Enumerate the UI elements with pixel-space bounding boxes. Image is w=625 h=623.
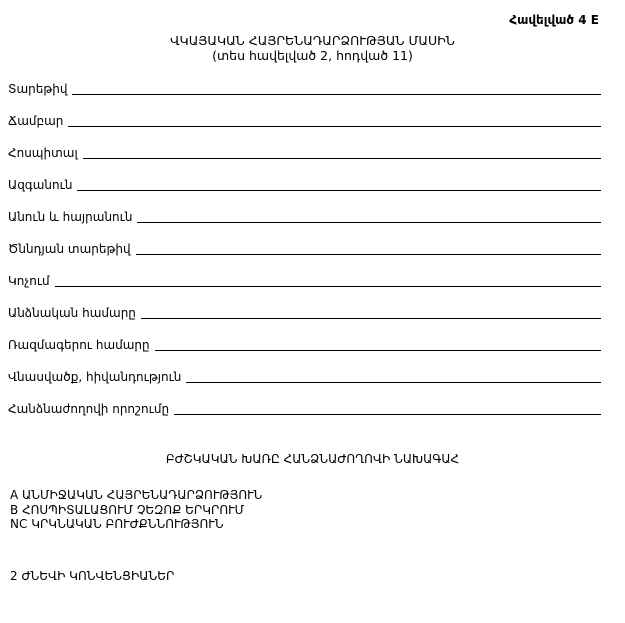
field-label-commission-decision: Հանձնաժողովի որոշումը — [8, 402, 170, 416]
decision-code-nc: NC — [10, 517, 28, 531]
field-row-rank — [8, 257, 601, 289]
field-blank-line-hospital — [83, 157, 601, 159]
field-label-rank: Կոչում — [8, 274, 50, 288]
field-label-pow-number: Ռազմագերու համարը — [8, 338, 150, 352]
field-blank-line-injury-illness — [186, 381, 601, 383]
geneva-conventions-footer: 2 ԺՆԵՎԻ ԿՈՆՎԵՆՑԻԱՆԵՐ — [10, 568, 175, 583]
field-label-camp: Ճամբար — [8, 114, 64, 128]
decision-option-nc — [10, 517, 625, 532]
decision-code-a: A — [10, 488, 19, 502]
field-label-hospital: Հոսպիտալ — [8, 146, 78, 160]
mixed-medical-commission-heading: ԲԺՇԿԱԿԱՆ ԽԱՌԸ ՀԱՆՁՆԱԺՈՂՈՎԻ ՆԱԽԱԳԱՀ — [165, 452, 460, 466]
document-subtitle: (տես հավելված 2, հոդված 11) — [212, 48, 413, 63]
field-row-hospital — [8, 129, 601, 161]
field-row-commission-decision — [8, 385, 601, 417]
field-blank-line-rank — [55, 285, 601, 287]
field-row-surname — [8, 161, 601, 193]
field-blank-line-personal-number — [141, 317, 601, 319]
field-row-birth-date — [8, 225, 601, 257]
document-header — [0, 0, 625, 63]
field-row-camp — [8, 97, 601, 129]
field-blank-line-surname — [77, 189, 601, 191]
field-blank-line-birth-date — [136, 253, 601, 255]
decision-label-a: ԱՆՄԻՋԱԿԱՆ ՀԱՅՐԵՆԱԴԱՐՁՈՒԹՅՈՒՆ — [22, 488, 263, 502]
decision-option-a — [10, 488, 625, 503]
form-fields — [8, 65, 601, 417]
field-label-name-patronymic: Անուն և հայրանուն — [8, 210, 133, 224]
field-row-year — [8, 65, 601, 97]
field-row-name-patronymic — [8, 193, 601, 225]
decision-code-b: B — [10, 502, 19, 517]
field-label-injury-illness: Վնասվածք, հիվանդություն — [8, 370, 182, 384]
field-label-surname: Ազգանուն — [8, 178, 73, 192]
field-label-year: Տարեթիվ — [8, 82, 68, 96]
field-blank-line-commission-decision — [174, 413, 601, 415]
field-row-pow-number — [8, 321, 601, 353]
document-title: ՎԿԱՅԱԿԱՆ ՀԱՅՐԵՆԱԴԱՐՁՈՒԹՅԱՆ ՄԱՍԻՆ — [170, 33, 455, 48]
appendix-label: Հավելված 4 E — [509, 13, 599, 27]
field-row-personal-number — [8, 289, 601, 321]
field-blank-line-camp — [68, 125, 601, 127]
field-blank-line-name-patronymic — [137, 221, 601, 223]
field-label-personal-number: Անձնական համարը — [8, 306, 136, 320]
field-blank-line-year — [72, 93, 601, 95]
field-label-birth-date: Ծննդյան տարեթիվ — [8, 242, 131, 256]
decision-label-b: ՀՈՍՊԻՏԱԼԱՑՈՒՄ ՉԵԶՈՔ ԵՐԿՐՈՒՄ — [22, 502, 245, 517]
decision-code-legend — [10, 488, 625, 532]
field-row-injury-illness — [8, 353, 601, 385]
field-blank-line-pow-number — [155, 349, 601, 351]
decision-label-nc: ԿՐԿՆԱԿԱՆ ԲՈՒԺՔՆՆՈՒԹՅՈՒՆ — [31, 517, 224, 531]
decision-option-b — [10, 503, 625, 518]
